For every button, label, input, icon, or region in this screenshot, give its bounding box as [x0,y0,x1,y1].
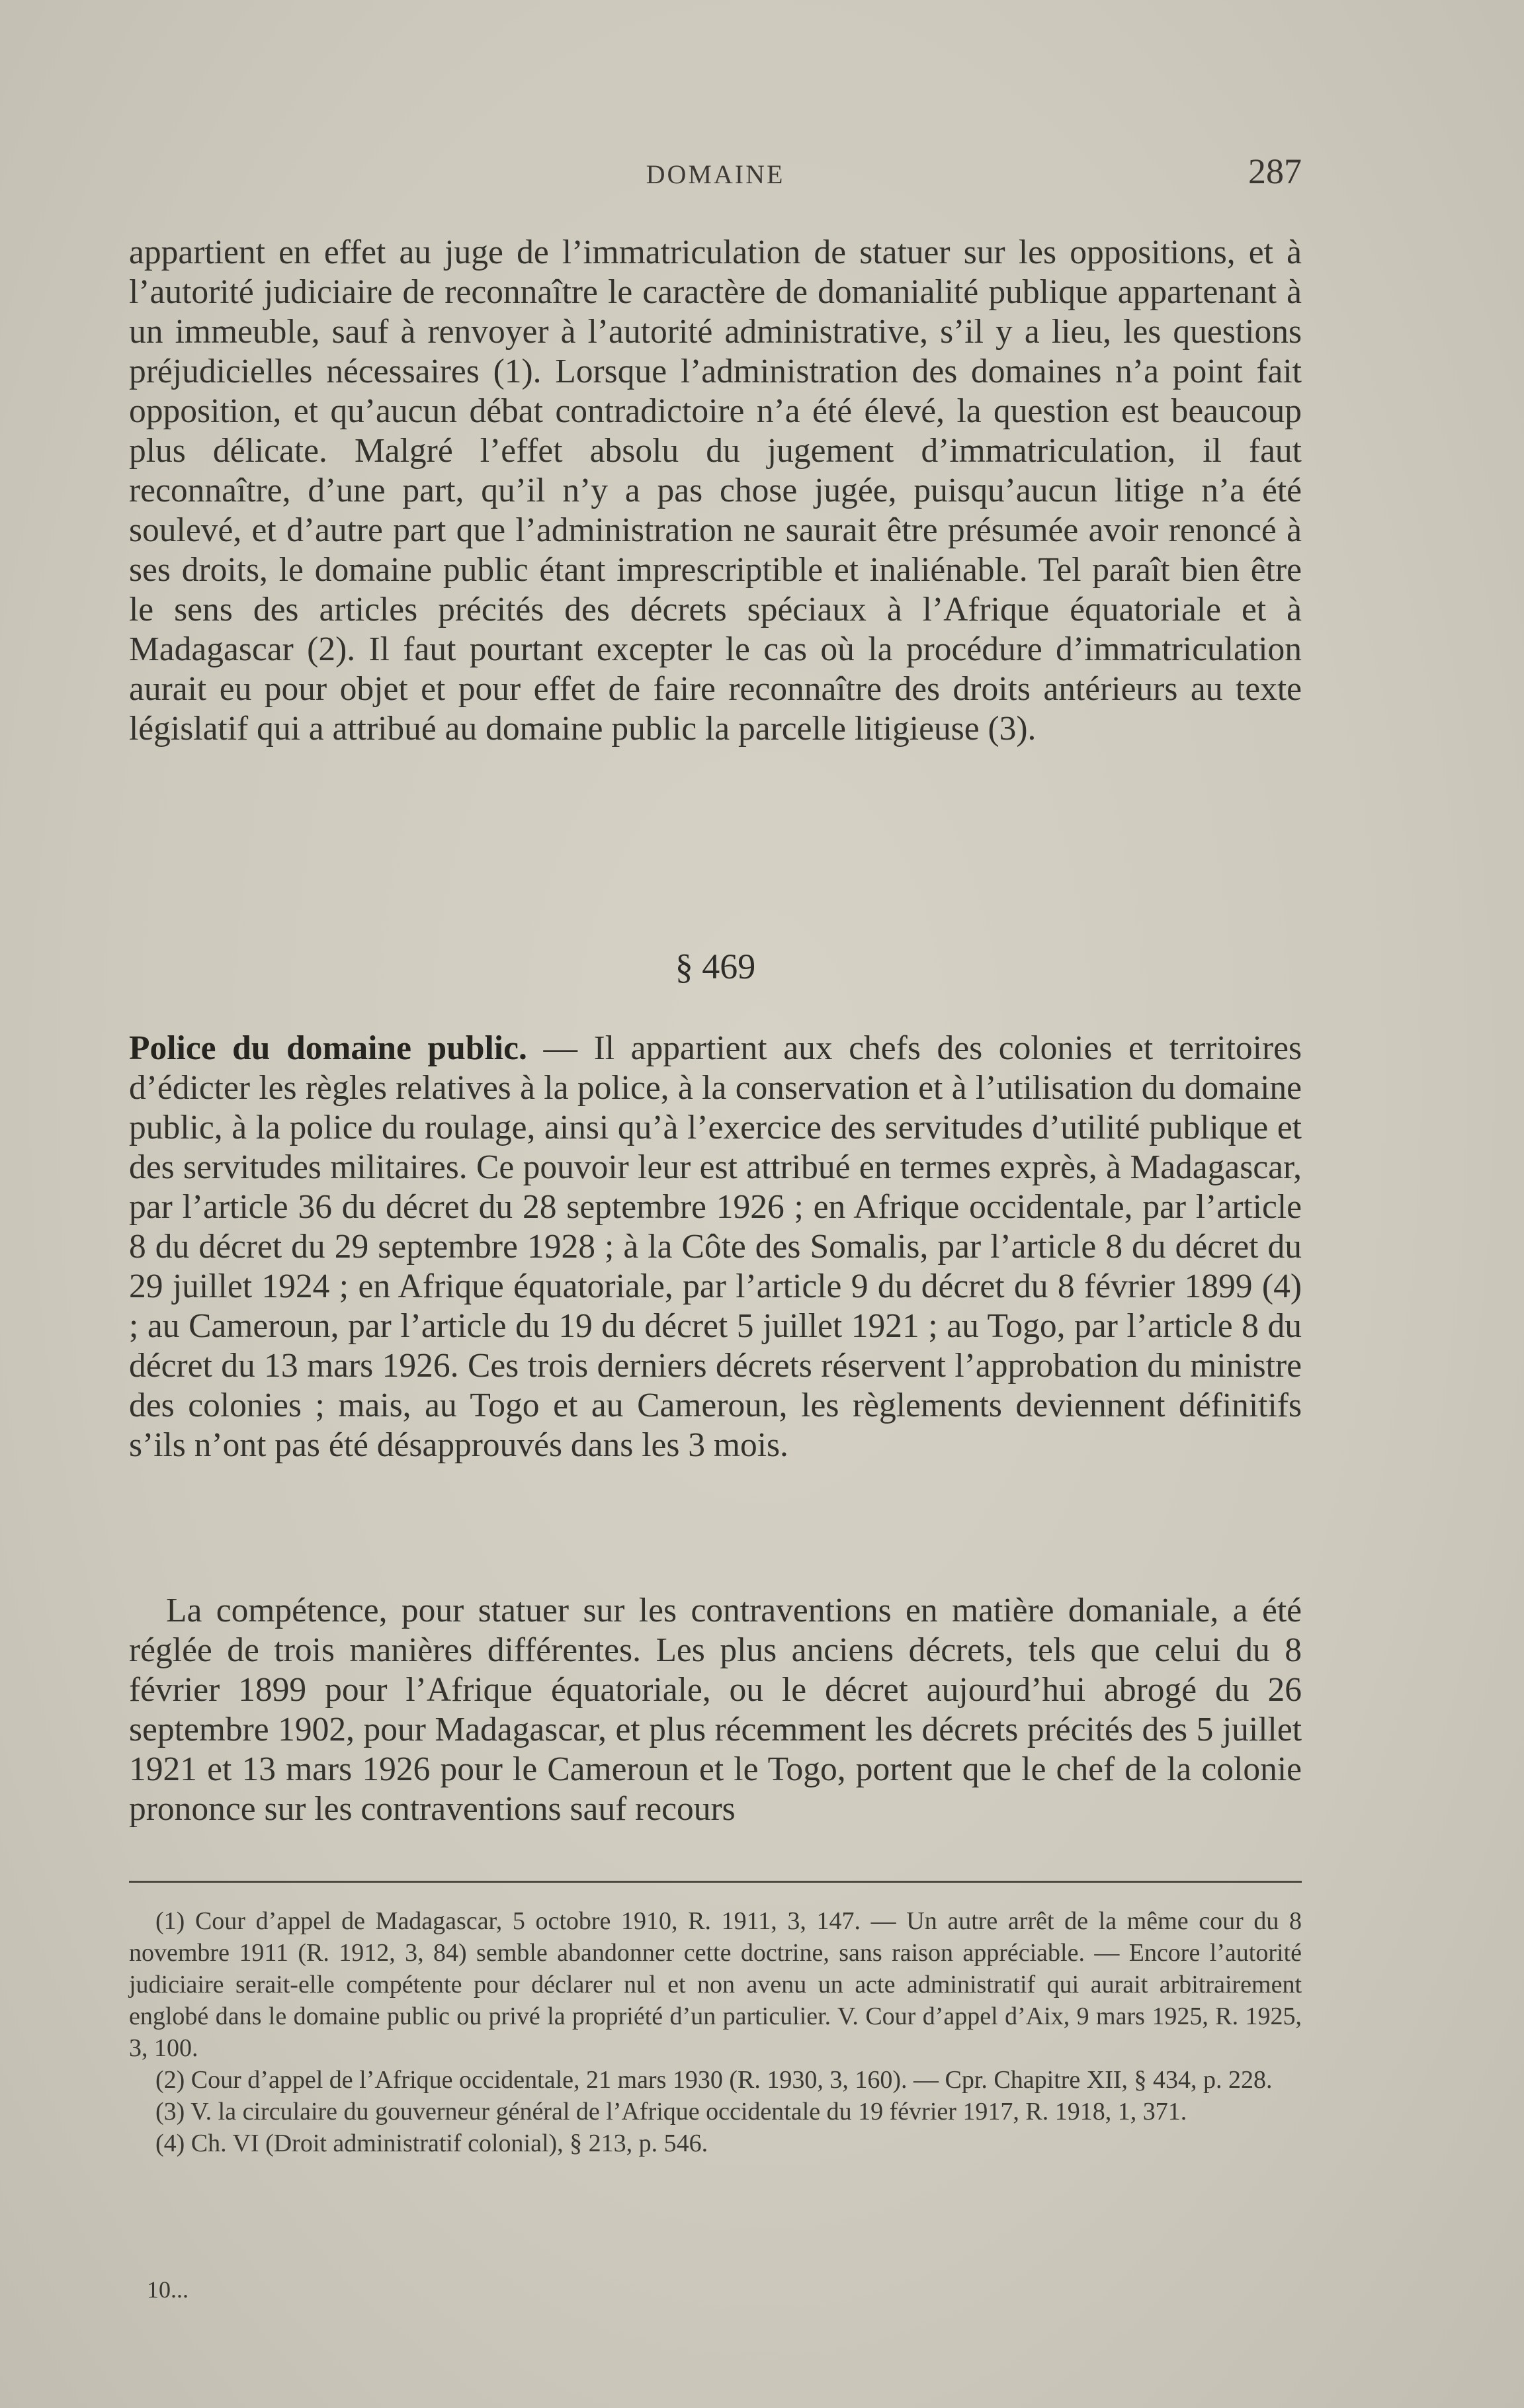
paragraph-competence [129,1591,1302,1829]
footnote-divider [129,1881,1302,1883]
running-title: DOMAINE [646,159,785,189]
paragraph-text: appartient en effet au juge de l’immatriculation de statuer sur les oppositions, et à l’autorité judiciaire de reconnaître le caractère de domanialité publique appartenant à un immeuble, sauf à renvoyer à l’autorité administrative, s’il y a lieu, les questions préjudicielles nécessaires (1). Lorsque l’administration des domaines n’a point fait opposition, et qu’aucun débat contradictoire n’a été élevé, la question est beaucoup plus délicate. Malgré l’effet absolu du jugement d’immatriculation, il faut reconnaître, d’une part, qu’il n’y a pas chose jugée, puisqu’aucun litige n’a été soulevé, et d’autre part que l’administration ne saurait être présumée avoir renoncé à ses droits, le domaine public étant imprescriptible et inaliénable. Tel paraît bien être le sens des articles précités des décrets spéciaux à l’Afrique équatoriale et à Madagascar (2). Il faut pourtant excepter le cas où la procédure d’immatriculation aurait eu pour objet et pour effet de faire reconnaître des droits antérieurs au texte législatif qui a attribué au domaine public la parcelle litigieuse (3). [129,234,1302,748]
signature-mark: 10... [147,2276,189,2303]
footnote-4: (4) Ch. VI (Droit administratif colonial), § 213, p. 546. [155,2129,708,2157]
page-number: 287 [1248,151,1302,191]
paragraph-lead-title: Police du domaine public. [129,1029,527,1067]
footnote-3: (3) V. la circulaire du gouverneur général de l’Afrique occidentale du 19 février 1917, R. 1918, 1, 371. [155,2098,1187,2126]
footnotes [129,1905,1302,2159]
section-heading: § 469 [675,947,756,986]
footnote-1: (1) Cour d’appel de Madagascar, 5 octobre 1910, R. 1911, 3, 147. — Un autre arrêt de la même cour du 8 novembre 1911 (R. 1912, 3, 84) semble abandonner cette doctrine, sans raison appréciable. — Encore l’autorité judiciaire serait-elle compétente pour déclarer nul et non avenu un acte administratif qui aurait arbitrairement englobé dans le domaine public ou privé la propriété d’un particulier. V. Cour d’appel d’Aix, 9 mars 1925, R. 1925, 3, 100. [129,1907,1302,2062]
footnote-2: (2) Cour d’appel de l’Afrique occidentale, 21 mars 1930 (R. 1930, 3, 160). — Cpr. Chapitre XII, § 434, p. 228. [155,2066,1273,2094]
paragraph-immatriculation [129,233,1302,749]
paragraph-text: La compétence, pour statuer sur les contraventions en matière domaniale, a été réglée de trois manières différentes. Les plus anciens décrets, tels que celui du 8 février 1899 pour l’Afrique équatoriale, ou le décret aujourd’hui abrogé du 26 septembre 1902, pour Madagascar, et plus récemment les décrets précités des 5 juillet 1921 et 13 mars 1926 pour le Cameroun et le Togo, portent que le chef de la colonie prononce sur les contraventions sauf recours [129,1592,1302,1828]
paragraph-police [129,1029,1302,1465]
paragraph-body: — Il appartient aux chefs des colonies et territoires d’édicter les règles relatives à la police, à la conservation et à l’utilisation du domaine public, à la police du roulage, ainsi qu’à l’exercice des servitudes d’utilité publique et des servitudes militaires. Ce pouvoir leur est attribué en termes exprès, à Madagascar, par l’article 36 du décret du 28 septembre 1926 ; en Afrique occidentale, par l’article 8 du décret du 29 septembre 1928 ; à la Côte des Somalis, par l’article 8 du décret du 29 juillet 1924 ; en Afrique équatoriale, par l’article 9 du décret du 8 février 1899 (4) ; au Cameroun, par l’article du 19 du décret 5 juillet 1921 ; au Togo, par l’article 8 du décret du 13 mars 1926. Ces trois derniers décrets réservent l’approbation du ministre des colonies ; mais, au Togo et au Cameroun, les règlements deviennent définitifs s’ils n’ont pas été désapprouvés dans les 3 mois. [129,1029,1302,1464]
running-header [129,151,1302,197]
paragraph-text [129,1029,1302,1465]
